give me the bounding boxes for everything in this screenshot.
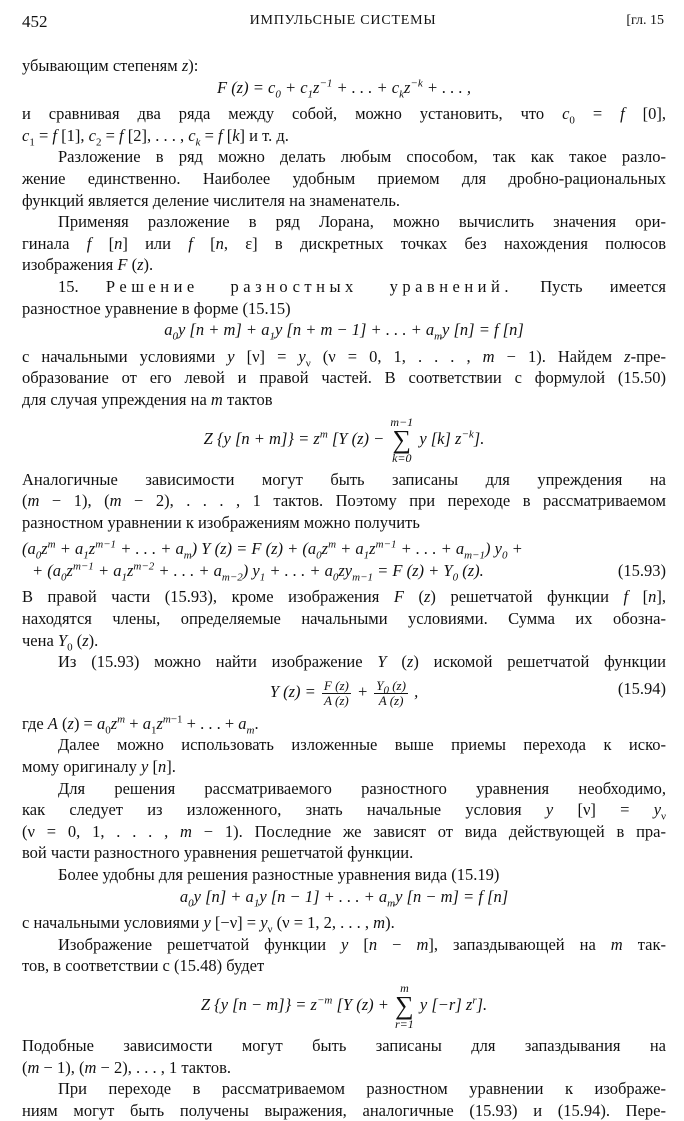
page-number: 452 xyxy=(22,12,48,31)
paragraph: как следует из изложенного, знать начальные условия y $[\nu] = y_\nu$ xyxy=(22,800,667,823)
formula: $a_0y$ $[n] + a_1y$ [n − 1] + . . . + $a_my$ [n − m] = f [n] xyxy=(179,886,509,909)
paragraph: ниям могут быть получены выражения, аналогичные (15.93) и (15.94). Пере- xyxy=(22,1100,666,1120)
section-title: Решение разностных уравнений. xyxy=(105,276,513,296)
paragraph: и сравнивая два ряда между собой, можно установить, что $c_0 = f$ [0], xyxy=(22,104,667,127)
paragraph: убывающим степеням z): xyxy=(22,56,199,75)
formula: F $(z) = c_0 + c_1z^{-1}$ + . . . + $c_kz^{-k}$ + . . . , xyxy=(216,77,471,100)
paragraph: $c_1 = f$ [1], $c_2 = f$ [2], . . . , $c_k = f$ [k] и т. д. xyxy=(22,125,289,149)
paragraph: с начальными условиями y $[-\nu] = y_\nu$ (ν = 1, 2, . . . , m). xyxy=(22,913,395,936)
page-body xyxy=(22,55,666,1121)
paragraph: где A $(z) = a_0z^m + a_1z^{m-1}$ + . . . + $a_m$. xyxy=(22,713,259,737)
paragraph: (m − 1), (m − 2), . . . , 1 тактов. xyxy=(22,1057,232,1077)
paragraph: гинала f [n] или f [n, ε] в дискретных точках без нахождения полюсов xyxy=(22,233,666,253)
paragraph: При переходе в рассматриваемом разностном уравнении к изображе- xyxy=(58,1079,666,1099)
running-title: ИМПУЛЬСНЫЕ СИСТЕМЫ xyxy=(249,13,437,28)
section-heading: 15. Решение разностных уравнений. Пусть имеется xyxy=(58,276,667,296)
paragraph: мому оригиналу y [n]. xyxy=(22,757,176,777)
paragraph: Для решения рассматриваемого разностного уравнения необходимо, xyxy=(58,778,666,798)
paragraph: Разложение в ряд можно делать любым способом, так как такое разло- xyxy=(58,147,666,167)
equation-number: (15.93) xyxy=(617,560,666,580)
paragraph: Из (15.93) можно найти изображение Y (z) искомой решетчатой функции xyxy=(58,652,666,672)
paragraph: жение единственно. Наиболее удобным приемом для дробно-рациональных xyxy=(22,168,666,188)
paragraph: Аналогичные зависимости могут быть записаны для упреждения на xyxy=(22,469,666,489)
formula: ($a_0z^m + a_1z^{m-1}$ + . . . + $a_m$) Y (z) = F $(z) + (a_0z^m + a_1z^{m-1}$ + . . . + $a_{m-1}$) $y_0$ + xyxy=(22,538,523,562)
paragraph: образование от его левой и правой частей. В соответствии с формулой (15.50) xyxy=(22,368,666,388)
paragraph: изображения F (z). xyxy=(22,255,154,275)
paragraph: В правой части (15.93), кроме изображения F (z) решетчатой функции f [n], xyxy=(22,587,666,607)
paragraph: Далее можно использовать изложенные выше приемы перехода к иско- xyxy=(58,735,666,755)
paragraph: Изображение решетчатой функции y [n − m], запаздывающей на m так- xyxy=(58,934,666,954)
paragraph: Применяя разложение в ряд Лорана, можно вычислить значения ори- xyxy=(58,212,666,232)
paragraph: разностном уравнении к изображениям можно получить xyxy=(22,512,420,532)
paragraph: находятся члены, определяемые начальными условиями. Сумма их обозна- xyxy=(22,609,666,629)
page-header xyxy=(22,12,664,36)
paragraph: Более удобны для решения разностные уравнения вида (15.19) xyxy=(58,865,500,884)
paragraph: для случая упреждения на m тактов xyxy=(22,389,273,409)
paragraph: функций является деление числителя на знаменатель. xyxy=(22,190,400,210)
formula: $a_0y$ $[n + m] + a_1y$ [n + m − 1] + . . . + $a_my$ [n] = f [n] xyxy=(164,320,524,343)
formula: Z {y $[n + m]\} = z^m$ [Y (z) − m−1 ∑ k=0 y [k] $z^{-k}$]. xyxy=(203,414,485,465)
paragraph: тов, в соответствии с (15.48) будет xyxy=(22,956,265,976)
paragraph: вой части разностного уравнения решетчатой функции. xyxy=(22,843,414,863)
formula: + ($a_0z^{m-1} + a_1z^{m-2}$ + . . . + $a_{m-2}$) $y_1$ + . . . + $a_0zy_{m-1} = F$ $(z) + Y_0$ (z). (15.93) xyxy=(32,560,666,584)
chapter-label: [гл. 15 xyxy=(626,13,664,28)
paragraph: чена $Y_0$ (z). xyxy=(22,630,99,653)
formula: Y $(z) = \frac{F (z)}{A (z)} + \frac{Y_0 (z)}{A (z)}$ , (15.94) xyxy=(269,677,666,708)
paragraph: с начальными условиями y $[\nu] = y_\nu$ (ν = 0, 1, . . . , m − 1). Найдем z-пре- xyxy=(22,346,666,370)
section-number: 15. xyxy=(58,276,79,296)
paragraph: (ν = 0, 1, . . . , m − 1). Последние же зависят от вида действующей в пра- xyxy=(22,821,666,841)
paragraph: Подобные зависимости могут быть записаны для запаздывания на xyxy=(22,1035,666,1055)
paragraph: разностное уравнение в форме (15.15) xyxy=(22,298,291,318)
formula: Z {y $[n - m]\} = z^{-m}$ [Y (z) + m ∑ r=1 y [−r] $z^r$]. xyxy=(200,980,488,1031)
equation-number: (15.94) xyxy=(617,678,666,698)
paragraph: (m − 1), (m − 2), . . . , 1 тактов. Поэтому при переходе в рассматриваемом xyxy=(22,491,666,511)
